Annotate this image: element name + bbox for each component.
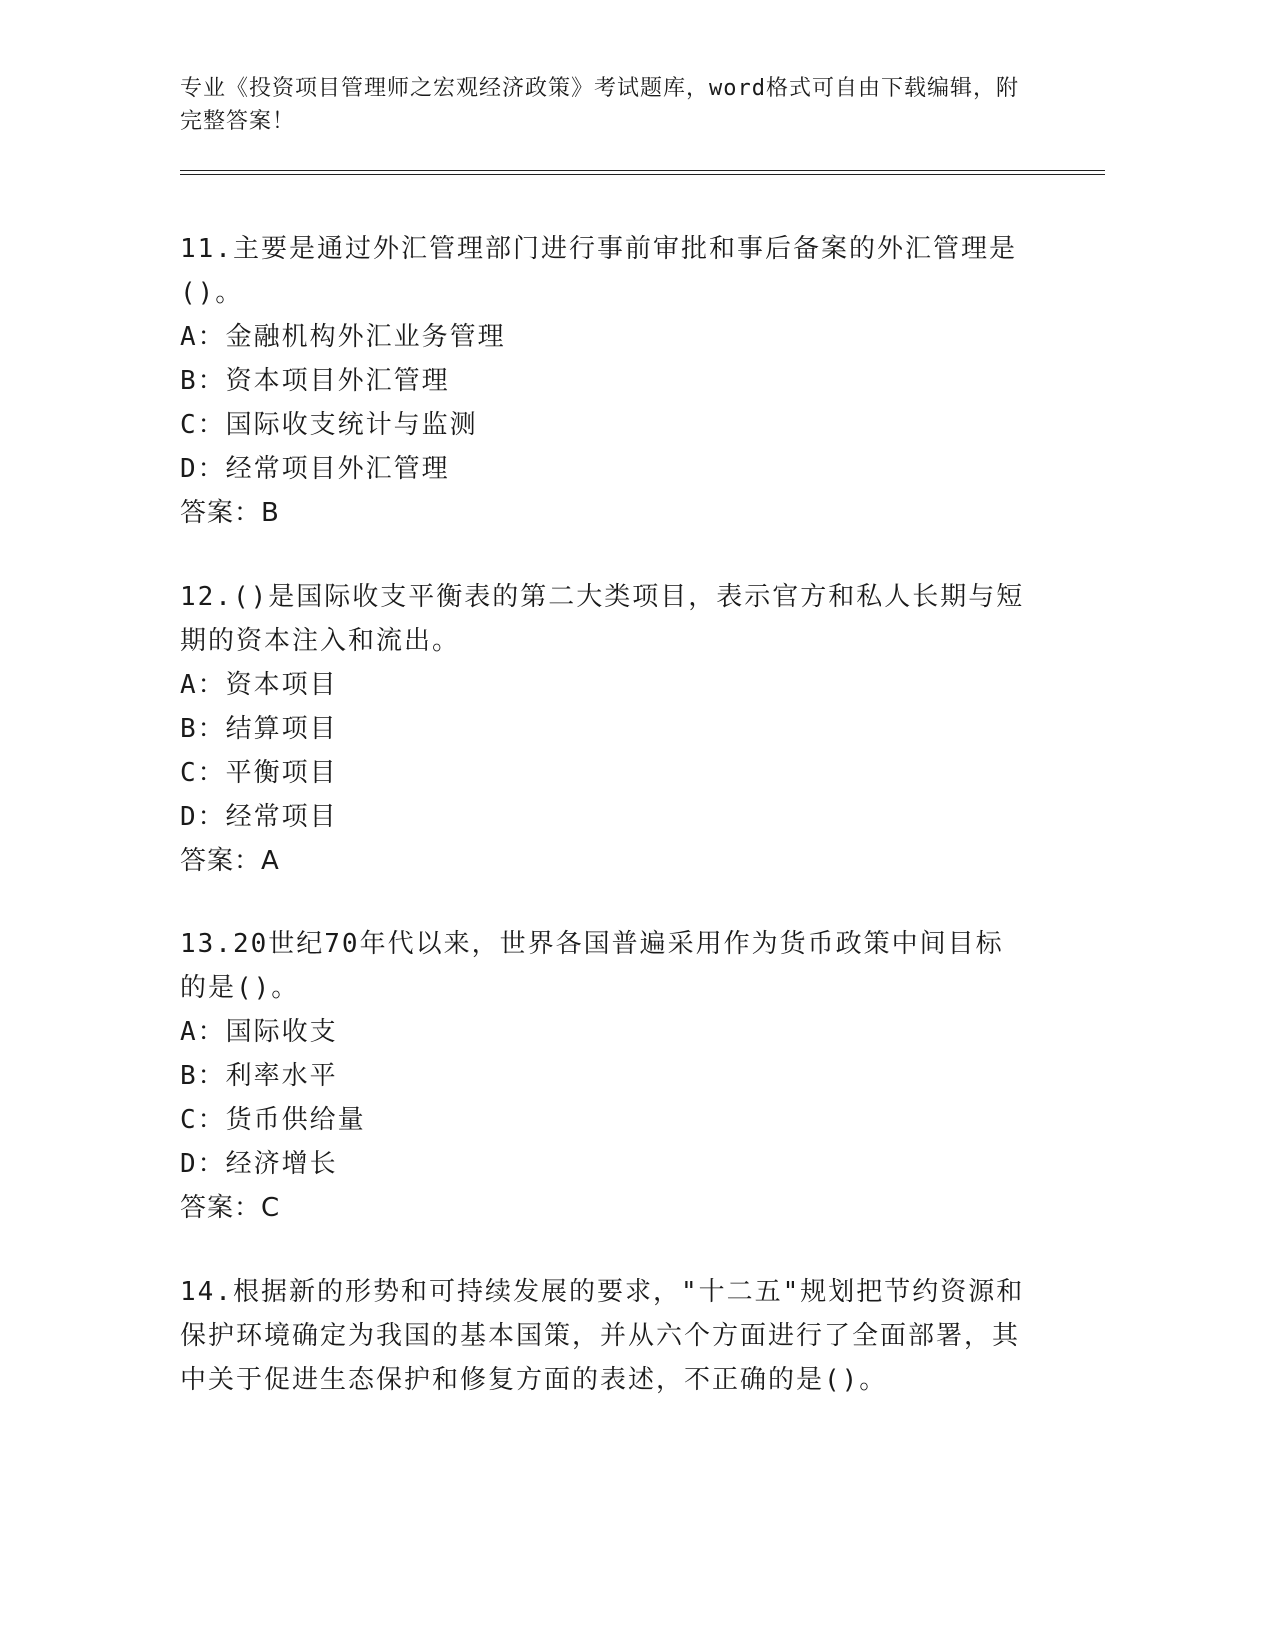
option-d: D：经常项目	[180, 802, 338, 832]
option-a: A：资本项目	[180, 670, 338, 700]
option-b: B：资本项目外汇管理	[180, 366, 450, 396]
option-c: C：国际收支统计与监测	[180, 410, 478, 440]
option-a: A：国际收支	[180, 1017, 338, 1047]
question-stem: 14.根据新的形势和可持续发展的要求，"十二五"规划把节约资源和保护环境确定为我国的基本国策，并从六个方面进行了全面部署，其中关于促进生态保护和修复方面的表述，不正确的是()。	[180, 1277, 1025, 1395]
header-divider	[180, 170, 1105, 175]
question-stem: 12.()是国际收支平衡表的第二大类项目，表示官方和私人长期与短期的资本注入和流出。	[180, 582, 1025, 656]
answer: 答案：B	[180, 498, 280, 528]
question-11	[180, 227, 1105, 535]
question-12	[180, 575, 1105, 883]
option-c: C：平衡项目	[180, 758, 338, 788]
option-b: B：结算项目	[180, 714, 338, 744]
question-13	[180, 922, 1105, 1230]
question-14	[180, 1270, 1105, 1402]
document-page	[180, 0, 1105, 1650]
answer: 答案：A	[180, 846, 280, 876]
option-b: B：利率水平	[180, 1061, 338, 1091]
question-stem: 11.主要是通过外汇管理部门进行事前审批和事后备案的外汇管理是()。	[180, 234, 1017, 308]
answer: 答案：C	[180, 1193, 281, 1223]
option-a: A：金融机构外汇业务管理	[180, 322, 506, 352]
question-stem: 13.20世纪70年代以来，世界各国普遍采用作为货币政策中间目标的是()。	[180, 929, 1004, 1003]
option-d: D：经济增长	[180, 1149, 338, 1179]
option-c: C：货币供给量	[180, 1105, 366, 1135]
option-d: D：经常项目外汇管理	[180, 454, 450, 484]
document-header: 专业《投资项目管理师之宏观经济政策》考试题库，word格式可自由下载编辑，附完整答案！	[180, 76, 1019, 134]
